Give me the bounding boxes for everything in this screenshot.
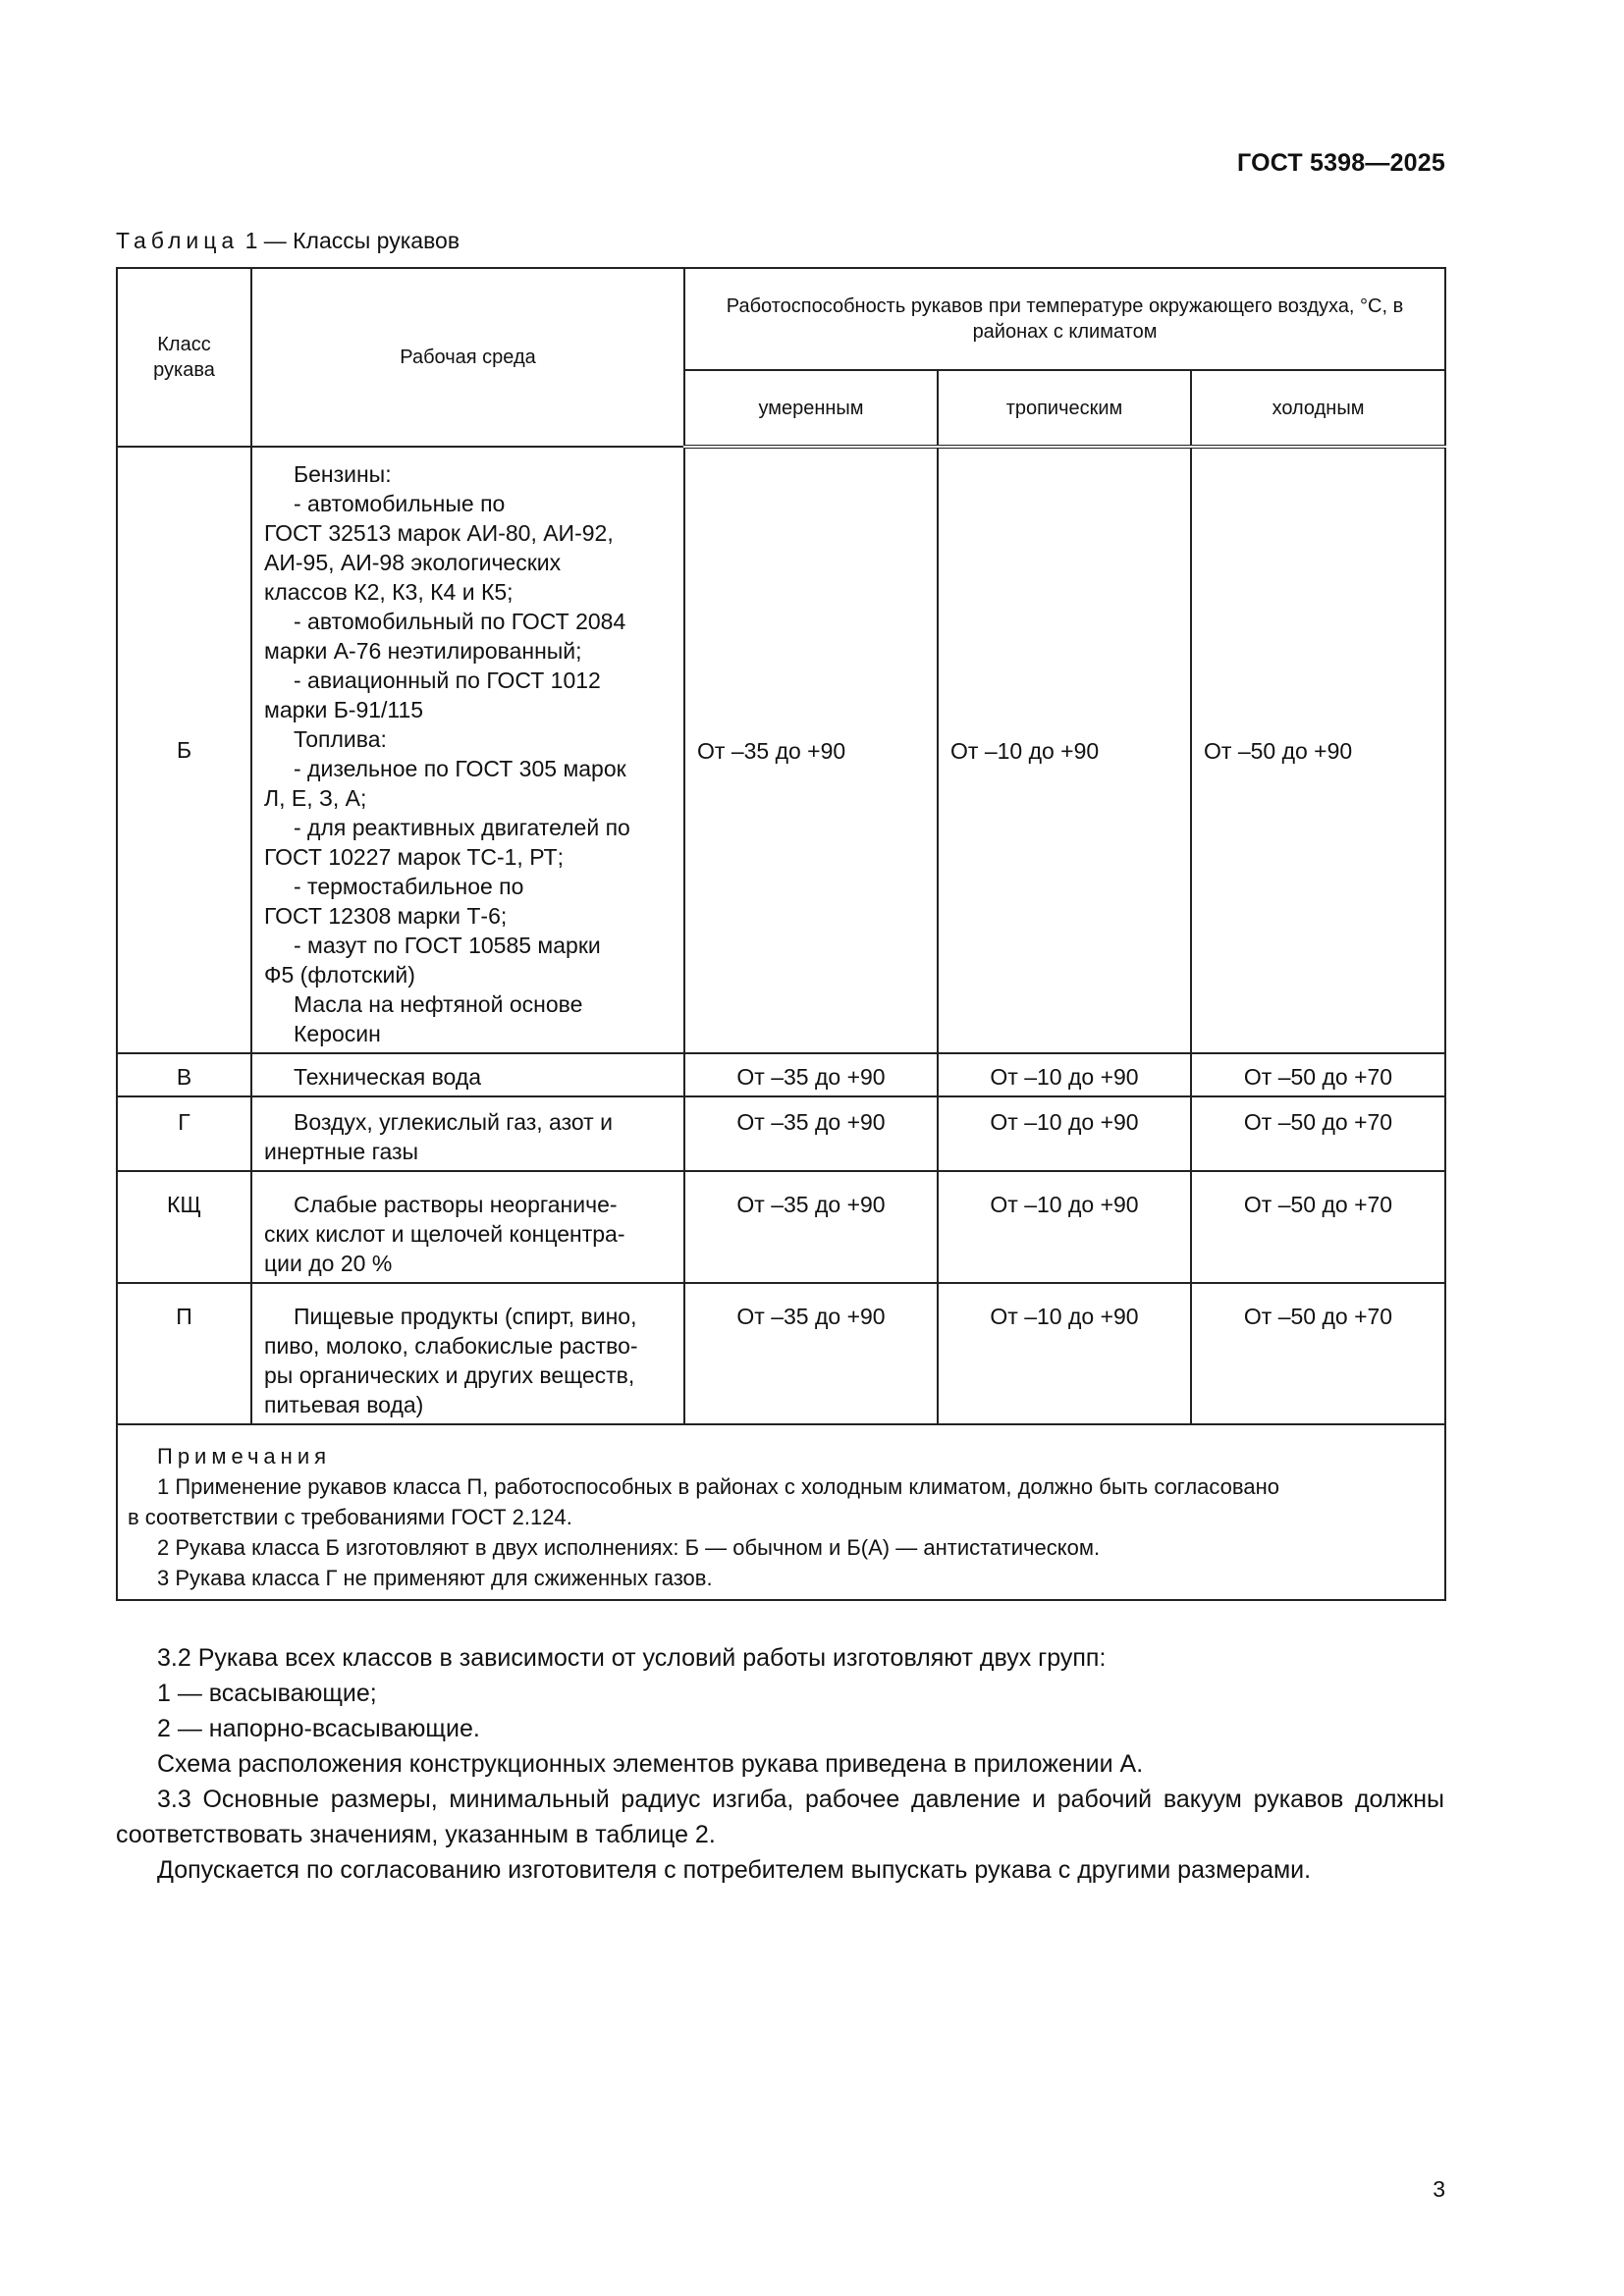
note-3: 3 Рукава класса Г не применяют для сжиженных газов. bbox=[157, 1566, 713, 1590]
paragraph-3-3: 3.3 Основные размеры, минимальный радиус изгиба, рабочее давление и рабочий вакуум рукавов должны соответствовать значениям, указанным в таблице 2. bbox=[116, 1786, 1444, 1848]
tropical-cell: От –10 до +90 bbox=[938, 1096, 1191, 1171]
document-code: ГОСТ 5398—2025 bbox=[1237, 149, 1445, 177]
table-row-p bbox=[117, 1283, 1445, 1424]
tropical-cell: От –10 до +90 bbox=[938, 1053, 1191, 1096]
class-cell: КЩ bbox=[117, 1171, 251, 1283]
column-header-temperate: умеренным bbox=[684, 370, 938, 447]
cold-cell: От –50 до +70 bbox=[1191, 1171, 1445, 1283]
cold-cell: От –50 до +70 bbox=[1191, 1096, 1445, 1171]
paragraph-scheme: Схема расположения конструкционных элементов рукава приведена в приложении А. bbox=[157, 1750, 1144, 1778]
tropical-cell: От –10 до +90 bbox=[938, 1171, 1191, 1283]
cold-cell: От –50 до +70 bbox=[1191, 1283, 1445, 1424]
temperate-cell: От –35 до +90 bbox=[684, 1171, 938, 1283]
page-number: 3 bbox=[1433, 2176, 1445, 2202]
table-row-v bbox=[117, 1053, 1445, 1096]
medium-cell: Техническая вода bbox=[251, 1053, 684, 1096]
tropical-cell: От –10 до +90 bbox=[938, 1283, 1191, 1424]
table-caption bbox=[116, 228, 460, 254]
body-text bbox=[116, 1640, 1444, 1888]
tropical-cell: От –10 до +90 bbox=[938, 447, 1191, 1053]
table-row-g bbox=[117, 1096, 1445, 1171]
medium-cell: Бензины: - автомобильные по ГОСТ 32513 марок АИ-80, АИ-92, АИ-95, АИ-98 экологических классов К2, К3, К4 и К5; - автомобильный по ГОСТ 2084 марки А-76 неэтилированный; - авиационный по ГОСТ 1012 марки Б-91/115 Топлива: - дизельное по ГОСТ 305 марок Л, Е, З, А; - для реактивных двигателей по ГОСТ 10227 марок ТС-1, РТ; - термостабильное по ГОСТ 12308 марки Т-6; - мазут по ГОСТ 10585 марки Ф5 (флотский) Масла на нефтяной основе Керосин bbox=[251, 447, 684, 1053]
hose-classes-table bbox=[116, 267, 1446, 1601]
notes-title: Примечания bbox=[157, 1444, 332, 1468]
temperate-cell: От –35 до +90 bbox=[684, 1096, 938, 1171]
paragraph-group-1: 1 — всасывающие; bbox=[157, 1680, 377, 1707]
column-header-medium: Рабочая среда bbox=[251, 268, 684, 447]
medium-cell: Слабые растворы неорганиче- ских кислот и щелочей концентра- ции до 20 % bbox=[251, 1171, 684, 1283]
temperate-cell: От –35 до +90 bbox=[684, 1283, 938, 1424]
table-notes bbox=[117, 1424, 1445, 1600]
cold-cell: От –50 до +70 bbox=[1191, 1053, 1445, 1096]
class-cell: В bbox=[117, 1053, 251, 1096]
column-header-tropical: тропическим bbox=[938, 370, 1191, 447]
column-header-cold: холодным bbox=[1191, 370, 1445, 447]
column-header-class: Класс рукава bbox=[117, 268, 251, 447]
note-1-continued: в соответствии с требованиями ГОСТ 2.124. bbox=[128, 1505, 572, 1529]
temperate-cell: От –35 до +90 bbox=[684, 1053, 938, 1096]
paragraph-3-2: 3.2 Рукава всех классов в зависимости от условий работы изготовляют двух групп: bbox=[157, 1644, 1107, 1672]
table-row-kshch bbox=[117, 1171, 1445, 1283]
table-caption-label: Таблица bbox=[116, 228, 240, 253]
class-cell: Б bbox=[117, 447, 251, 1053]
class-cell: Г bbox=[117, 1096, 251, 1171]
paragraph-group-2: 2 — напорно-всасывающие. bbox=[157, 1715, 480, 1742]
medium-cell: Пищевые продукты (спирт, вино, пиво, молоко, слабокислые раство- ры органических и других веществ, питьевая вода) bbox=[251, 1283, 684, 1424]
temperate-cell: От –35 до +90 bbox=[684, 447, 938, 1053]
table-caption-text: 1 — Классы рукавов bbox=[244, 228, 460, 253]
table-notes-row bbox=[117, 1424, 1445, 1600]
table-row-b bbox=[117, 447, 1445, 1053]
note-1: 1 Применение рукавов класса П, работоспособных в районах с холодным климатом, должно быть согласовано bbox=[157, 1474, 1279, 1499]
medium-cell: Воздух, углекислый газ, азот и инертные газы bbox=[251, 1096, 684, 1171]
note-2: 2 Рукава класса Б изготовляют в двух исполнениях: Б — обычном и Б(А) — антистатическом. bbox=[157, 1535, 1101, 1560]
class-cell: П bbox=[117, 1283, 251, 1424]
paragraph-allowed: Допускается по согласованию изготовителя с потребителем выпускать рукава с другими размерами. bbox=[157, 1856, 1312, 1884]
column-header-performance: Работоспособность рукавов при температуре окружающего воздуха, °С, в районах с климатом bbox=[684, 268, 1445, 370]
cold-cell: От –50 до +90 bbox=[1191, 447, 1445, 1053]
